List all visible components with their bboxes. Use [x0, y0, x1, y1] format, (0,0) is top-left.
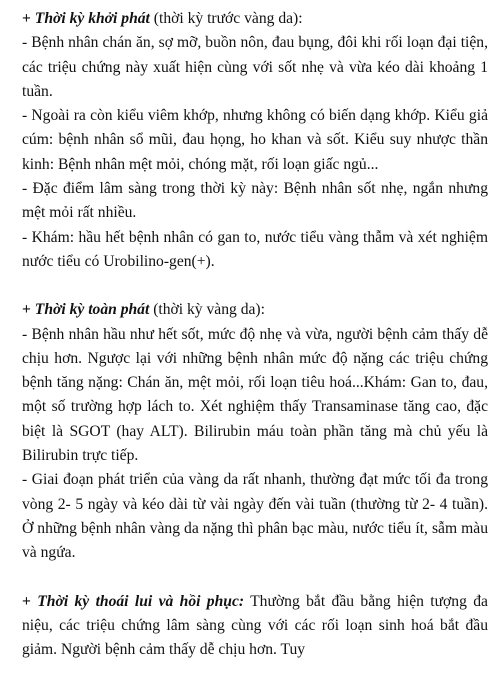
paragraph: - Đặc điểm lâm sàng trong thời kỳ này: Bệnh nhân sốt nhẹ, ngắn nhưng mệt mỏi rất nhiều.	[22, 180, 488, 222]
paragraph: - Bệnh nhân hầu như hết sốt, mức độ nhẹ và vừa, người bệnh cảm thấy dễ chịu hơn. Ngược lại với những bệnh nhân mức độ nặng các triệu chứng bệnh tăng nặng: Chán ăn, mệt mỏi, rối loạn tiêu hoá...Khám: Gan to, đau, một số trường hợp lách to. Xét nghiệm thấy Transaminase tăng cao, đặc biệt là SGOT (hay ALT). Bilirubin máu toàn phần tăng mà chủ yếu là Bilirubin trực tiếp.	[22, 325, 488, 465]
section-recovery	[22, 590, 488, 663]
section-full-blown	[22, 298, 488, 565]
bullet-marker: +	[22, 10, 31, 27]
heading-subtitle: Thường bắt đầu bằng hiện tượng đa niệu, các triệu chứng lâm sàng cùng với các rối loạn sinh hoá bắt đầu giảm. Người bệnh cảm thấy dễ chịu hơn. Tuy	[22, 592, 488, 659]
paragraph: - Khám: hầu hết bệnh nhân có gan to, nước tiểu vàng thẫm và xét nghiệm nước tiểu có Urobilino-gen(+).	[22, 228, 488, 270]
bullet-marker: +	[22, 592, 31, 610]
section-heading	[22, 7, 488, 31]
section-heading	[22, 590, 488, 663]
bullet-marker: +	[22, 301, 31, 319]
paragraph: - Ngoài ra còn kiểu viêm khớp, nhưng không có biến dạng khớp. Kiểu giả cúm: bệnh nhân sổ mũi, đau họng, ho khan và sốt. Kiểu suy nhược thần kinh: Bệnh nhân mệt mỏi, chóng mặt, rối loạn giấc ngủ...	[22, 107, 488, 173]
paragraph: - Giai đoạn phát triển của vàng da rất nhanh, thường đạt mức tối đa trong vòng 2- 5 ngày và kéo dài từ vài ngày đến vài tuần (thường từ 2- 4 tuần). Ở những bệnh nhân vàng da nặng thì phân bạc màu, nước tiểu ít, sẫm màu và ngứa.	[22, 471, 488, 562]
heading-title: Thời kỳ thoái lui và hồi phục:	[37, 592, 245, 610]
heading-title: Thời kỳ khởi phát	[34, 10, 150, 27]
section-heading	[22, 298, 488, 322]
section-prodromal	[22, 7, 488, 274]
paragraph: - Bệnh nhân chán ăn, sợ mỡ, buồn nôn, đau bụng, đôi khi rối loạn đại tiện, các triệu chứng này xuất hiện cùng với sốt nhẹ và vừa kéo dài khoảng 1 tuần.	[22, 34, 488, 100]
heading-subtitle: (thời kỳ trước vàng da):	[149, 10, 303, 27]
heading-subtitle: (thời kỳ vàng da):	[149, 301, 265, 319]
heading-title: Thời kỳ toàn phát	[34, 301, 150, 319]
